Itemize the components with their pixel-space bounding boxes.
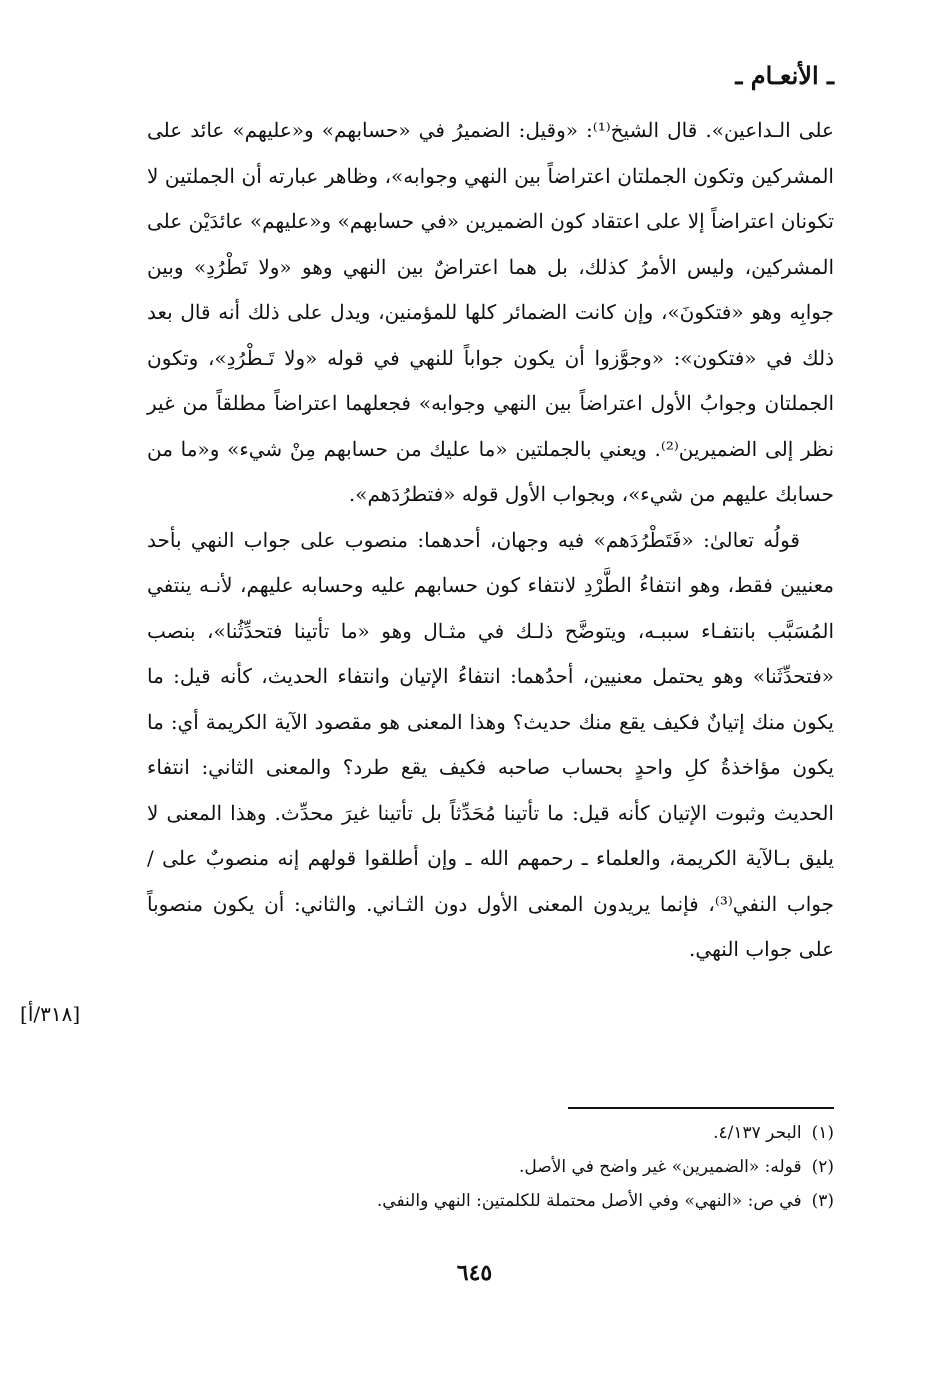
- footnotes: [147, 1116, 834, 1218]
- footnote-text: قوله: «الضميرين» غير واضح في الأصل.: [519, 1157, 802, 1177]
- footnote-2: [147, 1150, 834, 1184]
- paragraph-2: قولُه تعالىٰ: «فَتَطْرُدَهم» فيه وجهان، أحدهما: منصوب على جواب النهي بأحد معنيين فقط، وهو انتفاءُ الطَّرْدِ لانتفاء كون حسابهم عليه وحسابه عليهم، لأنـه ينتفي المُسَبَّب بانتفـاء سببـه، ويتوضَّح ذلـك في مثـال وهو «ما تأتينا فتحدِّثُنا»، بنصب «فتحدِّثَنا» وهو يحتمل معنيين، أحدُهما: انتفاءُ الإتيان وانتفاء الحديث، كأنه قيل: ما يكون منك إتيانٌ فكيف يقع منك حديث؟ وهذا المعنى هو مقصود الآية الكريمة أي: ما يكون مؤاخذةُ كلِ واحدٍ بحساب صاحبه فكيف يقع طرد؟ والمعنى الثاني: انتفاء الحديث وثبوت الإتيان كأنه قيل: ما تأتينا مُحَدِّثاً بل تأتينا غيرَ محدِّث. وهذا المعنى لا يليق بـالآية الكريمة، والعلماء ـ رحمهم الله ـ وإن أطلقوا قولهم إنه منصوبٌ على / جواب النفي⁽³⁾، فإنما يريدون المعنى الأول دون الثـاني. والثاني: أن يكون منصوباً على جواب النهي.: [147, 527, 835, 961]
- footnote-text: البحر ٤/١٣٧.: [713, 1123, 802, 1143]
- page-number: ٦٤٥: [456, 1260, 493, 1286]
- paragraph-1: على الـداعين». قال الشيخ⁽¹⁾: «وقيل: الضميرُ في «حسابهم» و«عليهم» عائد على المشركين وتكون الجملتان اعتراضاً بين النهي وجوابه»، وظاهر عبارته أن الجملتين لا تكونان اعتراضاً إلا على اعتقاد كون الضميرين «في حسابهم» و«عليهم» عائدَيْن على المشركين، وليس الأمرُ كذلك، بل هما اعتراضٌ بين النهي وهو «ولا تَطْرُدِ» وبين جوابِه وهو «فتكونَ»، وإن كانت الضمائر كلها للمؤمنين، ويدل على ذلك أنه قال بعد ذلك في «فتكون»: «وجوَّزوا أن يكون جواباً للنهي في قوله «ولا تَـطْرُدِ»، وتكون الجملتان وجوابُ الأول اعتراضاً بين النهي وجوابه» فجعلهما اعتراضاً مطلقاً من غير نظر إلى الضميرين⁽²⁾. ويعني بالجملتين «ما عليك من حسابهم مِنْ شيء» و«ما من حسابك عليهم من شيء»، وبجواب الأول قوله «فتطرُدَهم».: [147, 118, 835, 506]
- footnote-number: (٢): [811, 1157, 834, 1177]
- main-text: [147, 108, 834, 973]
- footnote-text: في ص: «النهي» وفي الأصل محتملة للكلمتين: النهي والنفي.: [376, 1191, 802, 1211]
- footnote-3: [147, 1184, 834, 1218]
- running-head: ـ الأنعـام ـ: [735, 61, 834, 90]
- footnote-1: [147, 1116, 834, 1150]
- manuscript-folio-marker: [٣١٨/أ]: [20, 1002, 81, 1026]
- footnote-number: (٣): [811, 1191, 834, 1211]
- footnote-number: (١): [811, 1123, 834, 1143]
- footnote-separator: [568, 1107, 834, 1109]
